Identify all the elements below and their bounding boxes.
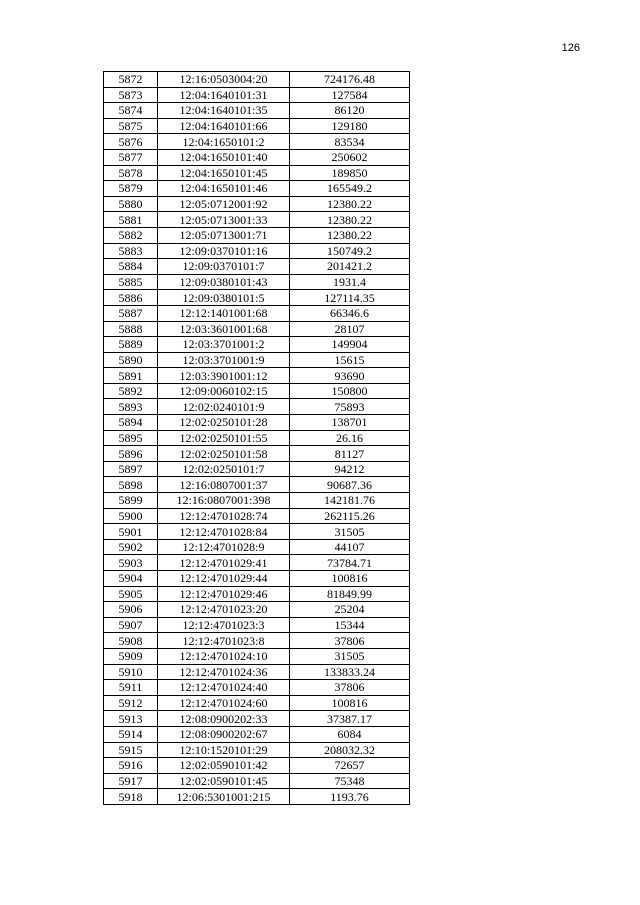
cadastral-number-cell: 12:02:0250101:28 [158,415,290,431]
data-table [103,71,410,805]
row-number-cell: 5893 [104,399,158,415]
row-number-cell: 5885 [104,274,158,290]
value-cell: 28107 [290,321,410,337]
cadastral-number-cell: 12:05:0712001:92 [158,196,290,212]
row-number-cell: 5886 [104,290,158,306]
table-row [104,477,410,493]
value-cell: 37387.17 [290,711,410,727]
table-row [104,711,410,727]
row-number-cell: 5900 [104,508,158,524]
row-number-cell: 5892 [104,383,158,399]
table-row [104,571,410,587]
row-number-cell: 5881 [104,212,158,228]
value-cell: 86120 [290,103,410,119]
table-row [104,243,410,259]
value-cell: 12380.22 [290,227,410,243]
value-cell: 6084 [290,726,410,742]
row-number-cell: 5879 [104,181,158,197]
value-cell: 149904 [290,337,410,353]
value-cell: 81849.99 [290,586,410,602]
value-cell: 12380.22 [290,212,410,228]
table-row [104,586,410,602]
row-number-cell: 5896 [104,446,158,462]
value-cell: 15615 [290,352,410,368]
table-row [104,617,410,633]
cadastral-number-cell: 12:16:0503004:20 [158,72,290,88]
value-cell: 100816 [290,571,410,587]
value-cell: 724176.48 [290,72,410,88]
cadastral-number-cell: 12:16:0807001:37 [158,477,290,493]
table-row [104,695,410,711]
row-number-cell: 5910 [104,664,158,680]
value-cell: 262115.26 [290,508,410,524]
row-number-cell: 5883 [104,243,158,259]
cadastral-number-cell: 12:12:4701024:10 [158,648,290,664]
table-row [104,383,410,399]
row-number-cell: 5889 [104,337,158,353]
cadastral-number-cell: 12:02:0250101:58 [158,446,290,462]
table-row [104,758,410,774]
cadastral-number-cell: 12:09:0380101:5 [158,290,290,306]
table-row [104,742,410,758]
table-row [104,259,410,275]
row-number-cell: 5878 [104,165,158,181]
table-row [104,290,410,306]
value-cell: 201421.2 [290,259,410,275]
table-row [104,399,410,415]
cadastral-number-cell: 12:04:1650101:2 [158,134,290,150]
cadastral-number-cell: 12:09:0370101:7 [158,259,290,275]
row-number-cell: 5875 [104,118,158,134]
row-number-cell: 5888 [104,321,158,337]
table-row [104,352,410,368]
row-number-cell: 5882 [104,227,158,243]
cadastral-number-cell: 12:12:4701024:60 [158,695,290,711]
row-number-cell: 5880 [104,196,158,212]
table-row [104,602,410,618]
cadastral-number-cell: 12:04:1640101:66 [158,118,290,134]
row-number-cell: 5901 [104,524,158,540]
row-number-cell: 5895 [104,430,158,446]
value-cell: 129180 [290,118,410,134]
cadastral-number-cell: 12:12:4701028:74 [158,508,290,524]
cadastral-number-cell: 12:12:4701028:84 [158,524,290,540]
value-cell: 31505 [290,524,410,540]
row-number-cell: 5873 [104,87,158,103]
cadastral-number-cell: 12:16:0807001:398 [158,493,290,509]
cadastral-number-cell: 12:03:3601001:68 [158,321,290,337]
cadastral-number-cell: 12:04:1640101:35 [158,103,290,119]
table-row [104,212,410,228]
value-cell: 127584 [290,87,410,103]
table-row [104,368,410,384]
cadastral-number-cell: 12:09:0370101:16 [158,243,290,259]
row-number-cell: 5914 [104,726,158,742]
table-row [104,165,410,181]
table-row [104,508,410,524]
cadastral-number-cell: 12:03:3901001:12 [158,368,290,384]
cadastral-number-cell: 12:03:3701001:2 [158,337,290,353]
row-number-cell: 5917 [104,773,158,789]
table-row [104,103,410,119]
value-cell: 15344 [290,617,410,633]
row-number-cell: 5872 [104,72,158,88]
cadastral-number-cell: 12:12:4701023:8 [158,633,290,649]
value-cell: 93690 [290,368,410,384]
value-cell: 44107 [290,539,410,555]
row-number-cell: 5884 [104,259,158,275]
cadastral-number-cell: 12:12:4701023:3 [158,617,290,633]
row-number-cell: 5912 [104,695,158,711]
row-number-cell: 5903 [104,555,158,571]
row-number-cell: 5907 [104,617,158,633]
table-row [104,446,410,462]
value-cell: 83534 [290,134,410,150]
table-row [104,337,410,353]
value-cell: 81127 [290,446,410,462]
row-number-cell: 5887 [104,305,158,321]
value-cell: 127114.35 [290,290,410,306]
row-number-cell: 5909 [104,648,158,664]
row-number-cell: 5899 [104,493,158,509]
row-number-cell: 5891 [104,368,158,384]
row-number-cell: 5898 [104,477,158,493]
row-number-cell: 5915 [104,742,158,758]
cadastral-number-cell: 12:12:4701024:36 [158,664,290,680]
table-body [104,72,410,805]
row-number-cell: 5874 [104,103,158,119]
cadastral-number-cell: 12:02:0240101:9 [158,399,290,415]
value-cell: 94212 [290,461,410,477]
cadastral-number-cell: 12:08:0900202:33 [158,711,290,727]
table-row [104,181,410,197]
cadastral-number-cell: 12:12:1401001:68 [158,305,290,321]
table-row [104,196,410,212]
cadastral-number-cell: 12:12:4701024:40 [158,680,290,696]
table-row [104,321,410,337]
table-row [104,134,410,150]
cadastral-number-cell: 12:12:4701023:20 [158,602,290,618]
table-row [104,539,410,555]
cadastral-number-cell: 12:04:1650101:45 [158,165,290,181]
cadastral-number-cell: 12:09:0060102:15 [158,383,290,399]
table-row [104,648,410,664]
value-cell: 1931.4 [290,274,410,290]
cadastral-number-cell: 12:12:4701028:9 [158,539,290,555]
value-cell: 150749.2 [290,243,410,259]
row-number-cell: 5877 [104,149,158,165]
value-cell: 208032.32 [290,742,410,758]
row-number-cell: 5876 [104,134,158,150]
value-cell: 138701 [290,415,410,431]
row-number-cell: 5902 [104,539,158,555]
table-row [104,633,410,649]
row-number-cell: 5918 [104,789,158,805]
value-cell: 142181.76 [290,493,410,509]
page-number: 126 [561,42,580,54]
table-row [104,664,410,680]
cadastral-number-cell: 12:12:4701029:44 [158,571,290,587]
row-number-cell: 5904 [104,571,158,587]
table-row [104,227,410,243]
value-cell: 26.16 [290,430,410,446]
value-cell: 100816 [290,695,410,711]
cadastral-number-cell: 12:02:0590101:45 [158,773,290,789]
cadastral-number-cell: 12:02:0250101:55 [158,430,290,446]
value-cell: 165549.2 [290,181,410,197]
value-cell: 25204 [290,602,410,618]
cadastral-number-cell: 12:03:3701001:9 [158,352,290,368]
row-number-cell: 5894 [104,415,158,431]
row-number-cell: 5916 [104,758,158,774]
table-row [104,773,410,789]
row-number-cell: 5913 [104,711,158,727]
cadastral-number-cell: 12:04:1650101:40 [158,149,290,165]
table-row [104,555,410,571]
table-row [104,430,410,446]
table-row [104,461,410,477]
table-row [104,274,410,290]
value-cell: 75348 [290,773,410,789]
table-row [104,680,410,696]
row-number-cell: 5906 [104,602,158,618]
cadastral-number-cell: 12:02:0590101:42 [158,758,290,774]
value-cell: 1193.76 [290,789,410,805]
table-row [104,789,410,805]
row-number-cell: 5897 [104,461,158,477]
value-cell: 189850 [290,165,410,181]
table-row [104,493,410,509]
row-number-cell: 5911 [104,680,158,696]
cadastral-number-cell: 12:06:5301001:215 [158,789,290,805]
cadastral-number-cell: 12:08:0900202:67 [158,726,290,742]
table-row [104,149,410,165]
value-cell: 90687.36 [290,477,410,493]
table-row [104,72,410,88]
value-cell: 37806 [290,680,410,696]
cadastral-number-cell: 12:02:0250101:7 [158,461,290,477]
row-number-cell: 5908 [104,633,158,649]
cadastral-number-cell: 12:05:0713001:33 [158,212,290,228]
value-cell: 250602 [290,149,410,165]
table-row [104,87,410,103]
table-row [104,118,410,134]
value-cell: 12380.22 [290,196,410,212]
value-cell: 66346.6 [290,305,410,321]
cadastral-number-cell: 12:05:0713001:71 [158,227,290,243]
value-cell: 31505 [290,648,410,664]
cadastral-number-cell: 12:04:1650101:46 [158,181,290,197]
value-cell: 75893 [290,399,410,415]
value-cell: 37806 [290,633,410,649]
cadastral-number-cell: 12:12:4701029:46 [158,586,290,602]
value-cell: 72657 [290,758,410,774]
cadastral-number-cell: 12:04:1640101:31 [158,87,290,103]
table-row [104,524,410,540]
cadastral-number-cell: 12:10:1520101:29 [158,742,290,758]
row-number-cell: 5890 [104,352,158,368]
row-number-cell: 5905 [104,586,158,602]
table-row [104,415,410,431]
table-row [104,305,410,321]
cadastral-number-cell: 12:09:0380101:43 [158,274,290,290]
cadastral-number-cell: 12:12:4701029:41 [158,555,290,571]
table-row [104,726,410,742]
value-cell: 133833.24 [290,664,410,680]
value-cell: 150800 [290,383,410,399]
value-cell: 73784.71 [290,555,410,571]
